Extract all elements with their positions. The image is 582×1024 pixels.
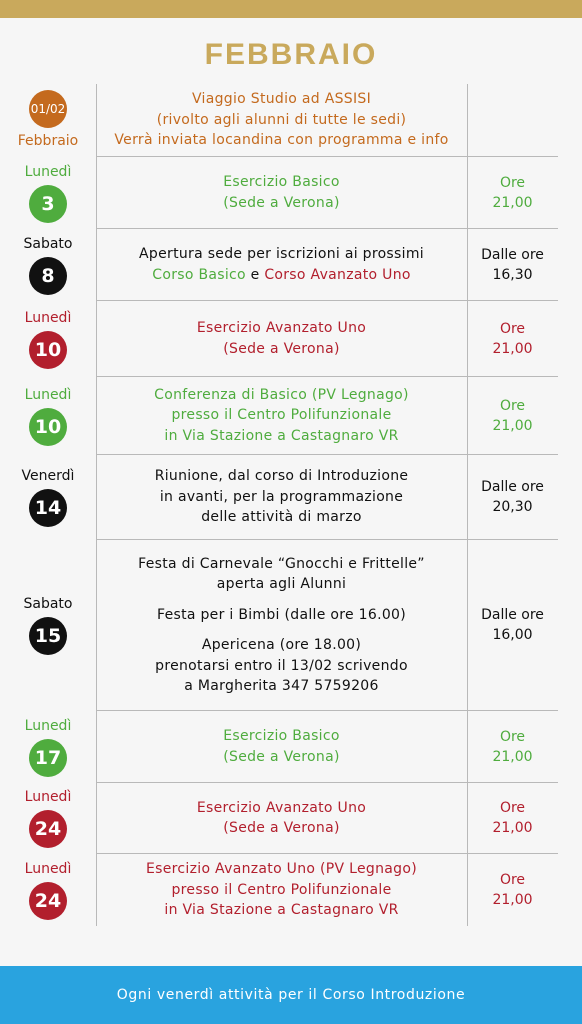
time-value: 21,00: [492, 194, 533, 211]
event-date: [0, 229, 96, 300]
event-date: [0, 377, 96, 454]
time-value: 20,30: [492, 499, 533, 515]
day-number-badge: 14: [29, 489, 67, 527]
time-label: Ore: [499, 728, 526, 745]
time-label: Ore: [499, 800, 526, 816]
event-row: [0, 229, 582, 300]
description-line: Festa di Carnevale “Gnocchi e Frittelle”: [138, 555, 425, 572]
top-gold-bar: [0, 0, 582, 18]
time-label: Dalle ore: [481, 479, 544, 495]
day-number-badge: 24: [29, 810, 67, 848]
event-time: [467, 229, 558, 300]
course-avanzato-label: Corso Avanzato Uno: [264, 266, 411, 283]
event-row: [0, 711, 582, 782]
day-number-badge: 10: [29, 408, 67, 446]
event-time: [467, 377, 558, 454]
description-line: Apertura sede per iscrizioni ai prossimi: [139, 246, 424, 262]
weekday-label: Sabato: [23, 596, 73, 612]
description-line: prenotarsi entro il 13/02 scrivendo: [155, 657, 408, 674]
event-date: [0, 157, 96, 228]
time-value: 21,00: [492, 340, 533, 357]
day-number-badge: 24: [29, 882, 67, 920]
date-badge: 01/02: [29, 90, 67, 128]
event-description: [96, 301, 467, 376]
event-description: [96, 711, 467, 782]
day-number-badge: 15: [29, 617, 67, 655]
description-line: presso il Centro Polifunzionale: [171, 407, 392, 424]
description-line: (Sede a Verona): [223, 820, 340, 836]
event-time: [467, 711, 558, 782]
time-label: Ore: [499, 872, 526, 888]
day-number-badge: 10: [29, 331, 67, 369]
description-line: aperta agli Alunni: [216, 576, 347, 592]
event-row: [0, 84, 582, 156]
description-line: in Via Stazione a Castagnaro VR: [164, 902, 399, 919]
weekday-label: Lunedì: [24, 861, 72, 877]
event-time: [467, 157, 558, 228]
event-time: [467, 854, 558, 926]
description-line: presso il Centro Polifunzionale: [171, 881, 392, 898]
time-value: 21,00: [492, 748, 533, 765]
event-description: [96, 84, 467, 156]
description-line: Esercizio Avanzato Uno (PV Legnago): [146, 861, 417, 878]
event-time: [467, 455, 558, 539]
event-description: [96, 783, 467, 853]
time-label: Ore: [499, 174, 526, 191]
weekday-label: Lunedì: [24, 309, 72, 326]
month-label: Febbraio: [17, 133, 79, 149]
description-line: Verrà inviata locandina con programma e info: [114, 132, 449, 149]
event-date: [0, 854, 96, 926]
description-line: (Sede a Verona): [223, 748, 340, 765]
conjunction-text: e: [245, 266, 265, 283]
weekday-label: Venerdì: [21, 468, 75, 484]
event-row: [0, 301, 582, 376]
day-number-badge: 17: [29, 739, 67, 777]
description-line: Esercizio Avanzato Uno: [196, 320, 367, 336]
event-row: [0, 854, 582, 926]
time-label: Dalle ore: [481, 607, 544, 623]
description-line: Riunione, dal corso di Introduzione: [154, 468, 409, 485]
description-line: Conferenza di Basico (PV Legnago): [154, 386, 409, 403]
event-row: [0, 377, 582, 454]
description-line: Viaggio Studio ad ASSISI: [191, 91, 372, 108]
description-line: in Via Stazione a Castagnaro VR: [164, 427, 399, 444]
event-row: [0, 540, 582, 710]
description-line: (Sede a Verona): [223, 194, 340, 211]
event-description: [96, 854, 467, 926]
event-description: [96, 377, 467, 454]
description-line: Esercizio Basico: [223, 174, 340, 190]
event-date: [0, 455, 96, 539]
event-date: [0, 783, 96, 853]
event-row: [0, 455, 582, 539]
description-line: delle attività di marzo: [201, 509, 362, 526]
time-label: Ore: [499, 397, 526, 414]
time-label: Ore: [499, 320, 526, 337]
event-description: [96, 157, 467, 228]
time-label: Dalle ore: [481, 246, 544, 263]
event-date: [0, 301, 96, 376]
course-basico-label: Corso Basico: [152, 266, 246, 283]
event-date: [0, 540, 96, 710]
description-line: (Sede a Verona): [223, 340, 340, 357]
description-line: [152, 265, 410, 286]
description-line: Festa per i Bimbi (dalle ore 16.00): [156, 606, 406, 623]
event-date: [0, 711, 96, 782]
event-time: [467, 540, 558, 710]
event-time: [467, 783, 558, 853]
time-value: 16,30: [492, 266, 533, 283]
event-time: [467, 301, 558, 376]
event-date: [0, 84, 96, 156]
weekday-label: Lunedì: [24, 163, 72, 180]
event-description: [96, 455, 467, 539]
event-row: [0, 783, 582, 853]
footer-banner: [0, 966, 582, 1024]
footer-text: Ogni venerdì attività per il Corso Introduzione: [116, 987, 466, 1003]
description-line: Esercizio Avanzato Uno: [196, 799, 367, 816]
event-row: [0, 157, 582, 228]
page-title: FEBBRAIO: [204, 38, 378, 71]
time-value: 21,00: [492, 417, 533, 434]
weekday-label: Lunedì: [24, 386, 72, 403]
weekday-label: Sabato: [23, 235, 73, 252]
time-value: 21,00: [492, 820, 533, 836]
weekday-label: Lunedì: [24, 717, 72, 734]
event-description: [96, 540, 467, 710]
time-value: 21,00: [492, 892, 533, 908]
description-line: a Margherita 347 5759206: [184, 678, 379, 694]
event-description: [96, 229, 467, 300]
time-value: 16,00: [492, 627, 533, 643]
day-number-badge: 3: [29, 185, 67, 223]
description-line: Esercizio Basico: [223, 728, 340, 744]
description-line: Apericena (ore 18.00): [201, 637, 362, 653]
day-number-badge: 8: [29, 257, 67, 295]
description-line: in avanti, per la programmazione: [159, 488, 404, 505]
weekday-label: Lunedì: [24, 789, 72, 805]
description-line: (rivolto agli alunni di tutte le sedi): [156, 111, 407, 128]
